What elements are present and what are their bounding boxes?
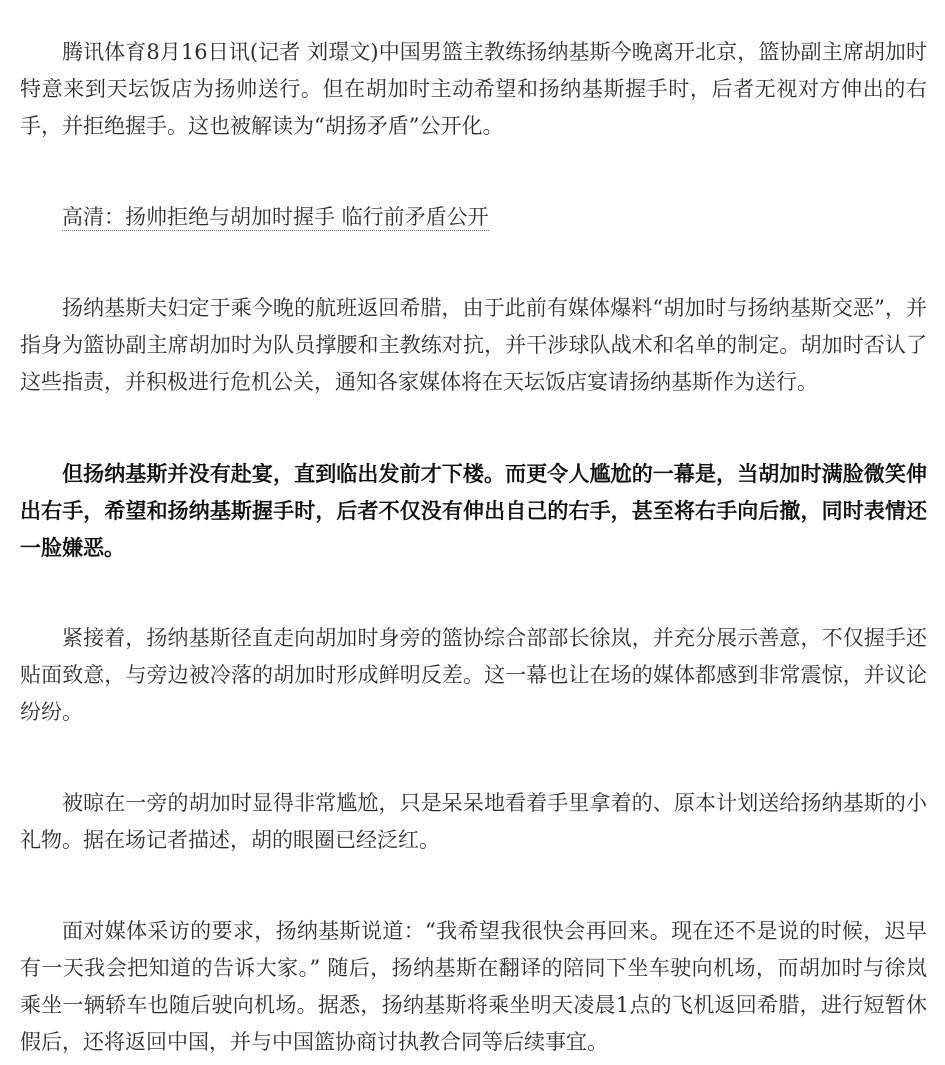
article-paragraph: 扬纳基斯夫妇定于乘今晚的航班返回希腊，由于此前有媒体爆料“胡加时与扬纳基斯交恶”，并指身为篮协副主席胡加时为队员撑腰和主教练对抗，并干涉球队战术和名单的制定。胡加时否认了这些指责，并积极进行危机公关，通知各家媒体将在天坛饭店宴请扬纳基斯作为送行。 <box>20 296 927 394</box>
article-paragraph: 被晾在一旁的胡加时显得非常尴尬，只是呆呆地看着手里拿着的、原本计划送给扬纳基斯的小礼物。据在场记者描述，胡的眼圈已经泛红。 <box>20 791 927 852</box>
article-paragraph: 紧接着，扬纳基斯径直走向胡加时身旁的篮协综合部部长徐岚，并充分展示善意，不仅握手还贴面致意，与旁边被冷落的胡加时形成鲜明反差。这一幕也让在场的媒体都感到非常震惊，并议论纷纷。 <box>20 626 927 724</box>
article-paragraph-bold: 但扬纳基斯并没有赴宴，直到临出发前才下楼。而更令人尴尬的一幕是，当胡加时满脸微笑伸出右手，希望和扬纳基斯握手时，后者不仅没有伸出自己的右手，甚至将右手向后撤，同时表情还一脸嫌恶。 <box>20 461 927 560</box>
gallery-link-paragraph <box>20 199 927 236</box>
article-paragraph: 面对媒体采访的要求，扬纳基斯说道：“我希望我很快会再回来。现在还不是说的时候，迟早有一天我会把知道的告诉大家。” 随后，扬纳基斯在翻译的陪同下坐车驶向机场，而胡加时与徐岚乘坐一辆轿车也随后驶向机场。据悉，扬纳基斯将乘坐明天凌晨1点的飞机返回希腊，进行短暂休假后，还将返回中国，并与中国篮协商讨执教合同等后续事宜。 <box>20 919 927 1054</box>
article-paragraph-intro: 腾讯体育8月16日讯(记者 刘璟文)中国男篮主教练扬纳基斯今晚离开北京，篮协副主席胡加时特意来到天坛饭店为扬帅送行。但在胡加时主动希望和扬纳基斯握手时，后者无视对方伸出的右手，并拒绝握手。这也被解读为“胡扬矛盾”公开化。 <box>20 40 927 138</box>
gallery-link[interactable]: 高清：扬帅拒绝与胡加时握手 临行前矛盾公开 <box>62 205 489 229</box>
